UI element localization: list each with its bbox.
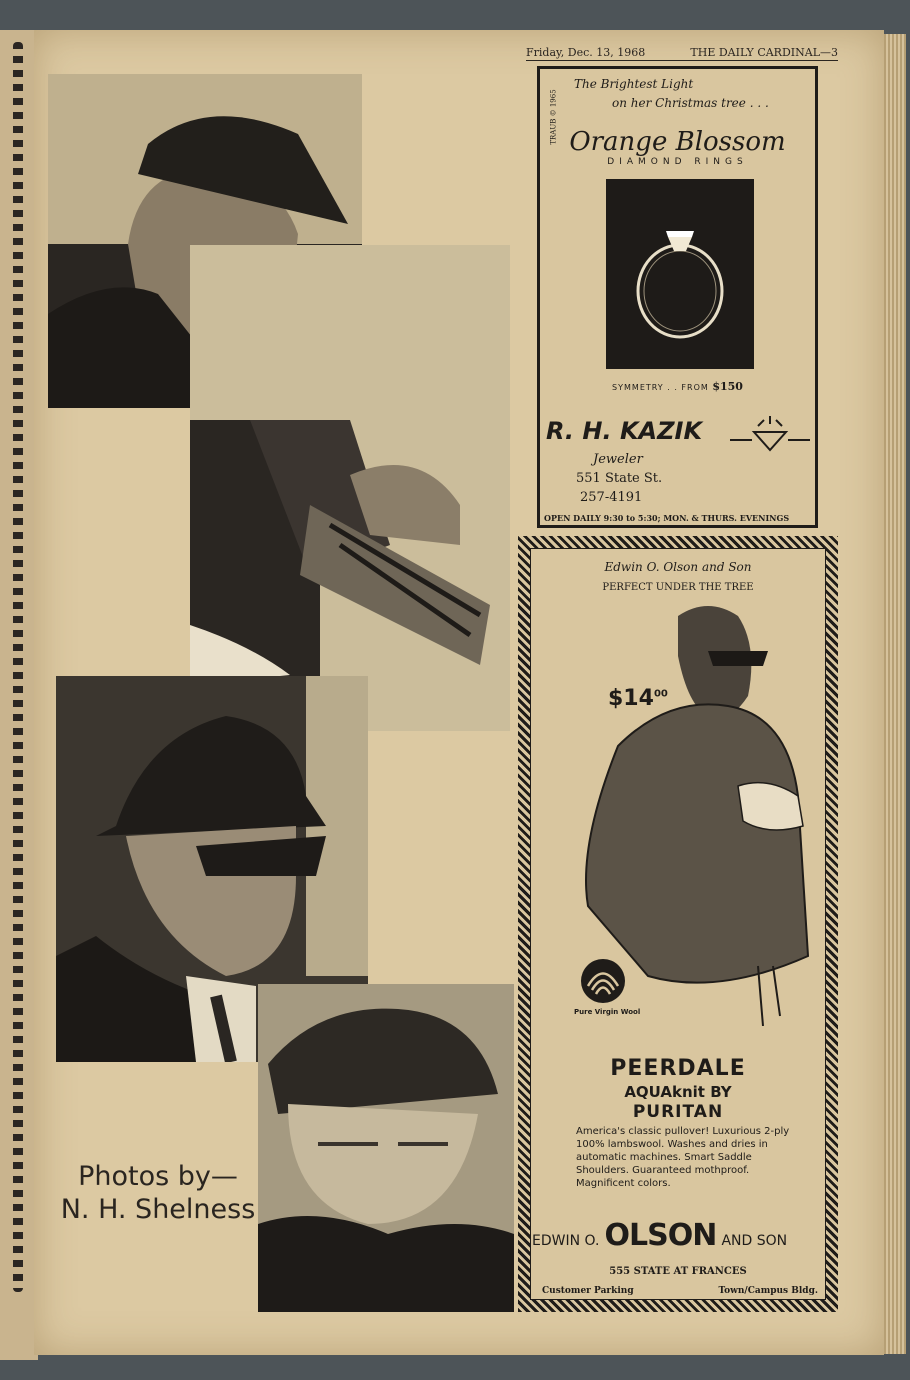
photo-credit-line1: Photos by— xyxy=(78,1161,238,1192)
olson-building: Town/Campus Bldg. xyxy=(718,1286,818,1296)
masthead-rule xyxy=(526,60,838,61)
sweater-price xyxy=(608,686,668,711)
product-by: AQUAknit BY xyxy=(624,1083,732,1101)
issue-date: Friday, Dec. 13, 1968 xyxy=(526,46,646,59)
price-cents: 00 xyxy=(653,688,668,700)
olson-street: 555 STATE AT FRANCES xyxy=(609,1266,747,1277)
photo-hands-with-camera xyxy=(190,245,510,731)
ring-image xyxy=(606,179,754,369)
jeweler-store-name: R. H. KAZIK xyxy=(546,417,703,445)
jeweler-phone: 257-4191 xyxy=(580,490,643,505)
tagline-line1: The Brightest Light xyxy=(574,77,694,91)
product-name: PEERDALE xyxy=(610,1056,746,1081)
maker-name: PURITAN xyxy=(632,1102,724,1122)
tagline-line2: on her Christmas tree . . . xyxy=(612,96,769,110)
paper-title: THE DAILY CARDINAL—3 xyxy=(690,46,838,59)
olson-headline: PERFECT UNDER THE TREE xyxy=(602,582,754,593)
binding-stitching xyxy=(13,42,23,1292)
photo-credit xyxy=(58,1160,258,1226)
woolmark-icon xyxy=(578,956,628,1006)
copyright-mark: TRAUB © 1965 xyxy=(549,89,558,145)
diamond-icon xyxy=(730,416,810,452)
brand-name: Orange Blossom xyxy=(569,127,786,157)
jeweler-hours: OPEN DAILY 9:30 to 5:30; MON. & THURS. EVENINGS xyxy=(544,513,790,523)
wool-label: Pure Virgin Wool xyxy=(574,1008,641,1016)
ring-price: $150 xyxy=(712,380,743,393)
olson-store-line: Edwin O. Olson and Son xyxy=(604,560,752,574)
price-dollars: $14 xyxy=(608,686,654,711)
ring-price-line xyxy=(540,380,815,393)
jeweler-address: 551 State St. xyxy=(576,471,663,486)
page-stack-edge xyxy=(884,34,906,1354)
olson-signature xyxy=(532,1218,824,1253)
olson-parking: Customer Parking xyxy=(542,1286,634,1296)
photo-credit-name: N. H. Shelness xyxy=(60,1194,256,1225)
sig-part1: EDWIN O. xyxy=(532,1233,600,1249)
sig-part3: AND SON xyxy=(721,1233,788,1249)
sig-part2: OLSON xyxy=(604,1218,717,1253)
jeweler-role: Jeweler xyxy=(593,452,643,467)
olson-ad xyxy=(518,536,838,1312)
photo-man-eyes-closed xyxy=(258,984,514,1312)
diamond-ring-icon xyxy=(606,179,754,369)
price-prefix: . . FROM xyxy=(667,383,709,392)
brand-sub: DIAMOND RINGS xyxy=(607,157,748,167)
style-name: SYMMETRY xyxy=(612,383,664,392)
jeweler-tagline xyxy=(574,75,769,113)
jeweler-ad xyxy=(537,66,818,528)
product-description: America's classic pullover! Luxurious 2-ply 100% lambswool. Washes and dries in automatic machines. Smart Saddle Shoulders. Guaranteed mothproof. Magnificent colors. xyxy=(576,1126,790,1189)
